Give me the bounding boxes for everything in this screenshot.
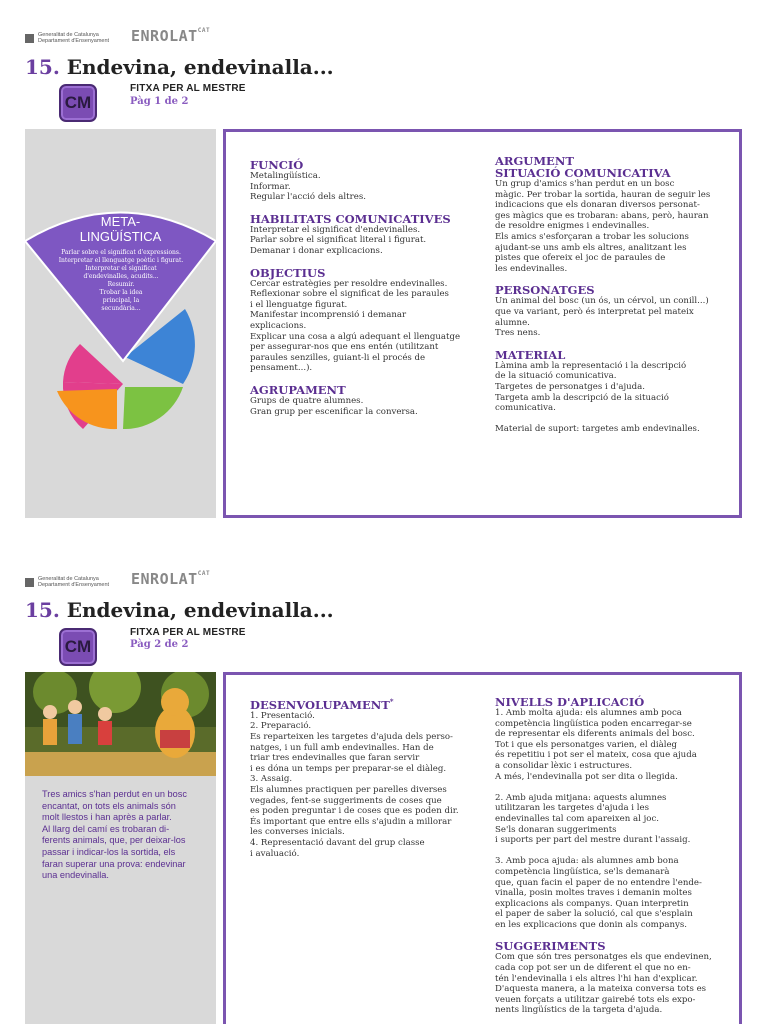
brand-logo — [131, 27, 210, 45]
section-heading: PERSONATGES — [495, 283, 595, 298]
section-text: Com que són tres personatges els que endevinen, cada cop pot ser un de diferent el que no en- tén l'endevinalla i els altres l'hi han d'explicar. D'aquesta manera, a la mateixa conversa tots es veuen forçats a utilitzar gairebé tots els expo- nents lingüístics de la targeta d'ajuda. — [495, 952, 712, 1016]
page-title-text: Endevina, endevinalla... — [66, 598, 334, 622]
brand-suffix: CAT — [197, 27, 211, 34]
green-segment — [123, 387, 183, 429]
gov-line2: Departament d'Ensenyament — [38, 582, 110, 588]
section-heading: OBJECTIUS — [250, 265, 326, 280]
diagram-panel — [25, 129, 216, 518]
section-text: Cercar estratègies per resoldre endevinalles. Reflexionar sobre el significat de les paraules i el llenguatge figurat. Manifestar incomprensió i demanar explicacions. Explicar una cosa a algú adequant el llenguatge per assegurar-nos que ens entén (utilitzant paraules senzilles, guiant-li el procés de pensament...). — [250, 278, 461, 374]
section-text: Grups de quatre alumnes. Gran grup per escenificar la conversa. — [250, 395, 418, 417]
cm-badge: CM — [59, 628, 97, 666]
brand-text: ENROLAT — [131, 27, 198, 45]
section-text: 1. Presentació. 2. Preparació. Es reparteixen les targetes d'ajuda dels perso- natges, i un full amb endevinalles. Han de triar tres endevinalles que faran servir i es dóna un temps per preparar-se el diàleg. 3. Assaig. Els alumnes practiquen per parelles diverses vegades, fent-se suggeriments de coses que es poden preguntar i de coses que es poden dir. És important que entre ells s'ajudin a millorar les converses inicials. 4. Representació davant del grup classe i avaluació. — [250, 710, 459, 859]
diagram-label-line2: LINGÜÍSTICA — [79, 229, 162, 244]
section-heading: NIVELLS D'APLICACIÓ — [495, 695, 645, 709]
section-text: Un animal del bosc (un ós, un cérvol, un conill...) que va variant, però és interpretat pel mateix alumne. Tres nens. — [495, 296, 709, 339]
right-column — [495, 696, 725, 1016]
section-text: Làmina amb la representació i la descripció de la situació comunicativa. Targetes de personatges i d'ajuda. Targeta amb la descripció de la situació comunicativa. Material de suport: targetes amb endevinalles. — [495, 360, 700, 435]
brand-logo — [131, 570, 210, 588]
section-text: 1. Amb molta ajuda: els alumnes amb poca competència lingüística poden encarregar-se de representar els diferents animals del bosc. Tot i que els personatges varien, el diàleg és repetitiu i pot ser el mateix, cosa que ajuda a consolidar lèxic i estructures. A més, l'endevinalla pot ser dita o llegida. 2. Amb ajuda mitjana: aquests alumnes utilitzaran les targetes d'ajuda i les endevinalles tal com apareixen al joc. Se'ls donaran suggeriments i suports per part del mestre durant l'assaig. 3. Amb poca ajuda: als alumnes amb bona competència lingüística, se'ls demanarà que, quan facin el paper de no entendre l'ende- vinalla, posin moltes traves i demanin moltes explicacions als companys. Quan interpretin el paper de saber la solució, cal que s'esplain en les explicacions que donin als companys. — [495, 708, 702, 930]
info-frame-p1 — [223, 129, 742, 518]
page-indicator: Pàg 2 de 2 — [130, 639, 189, 650]
gov-emblem-icon — [25, 578, 34, 587]
metalinguistics-diagram — [25, 129, 216, 518]
gov-logo — [25, 32, 109, 44]
section-heading: HABILITATS COMUNICATIVES — [250, 211, 451, 226]
info-frame-p2 — [223, 672, 742, 1024]
fitxa-label: FITXA PER AL MESTRE — [130, 83, 246, 94]
page-number: 15. — [25, 598, 60, 622]
page-title — [25, 598, 334, 622]
fitxa-label: FITXA PER AL MESTRE — [130, 627, 246, 638]
right-column — [495, 153, 725, 435]
section-text: Metalingüística. Informar. Regular l'acció dels altres. — [250, 171, 366, 203]
section-text: Interpretar el significat d'endevinalles. Parlar sobre el significat literal i figurat. Demanar i donar explicacions. — [250, 224, 427, 256]
section-heading: MATERIAL — [495, 347, 566, 362]
page-indicator: Pàg 1 de 2 — [130, 96, 189, 107]
section-heading: ARGUMENT SITUACIÓ COMUNICATIVA — [495, 154, 671, 180]
diagram-label-line1: META- — [100, 214, 141, 229]
brand-text: ENROLAT — [131, 570, 198, 588]
section-heading: AGRUPAMENT — [250, 382, 346, 397]
diagram-label — [25, 214, 216, 244]
page-title — [25, 55, 334, 79]
section-heading — [250, 696, 482, 711]
cm-badge: CM — [59, 84, 97, 122]
story-text: Tres amics s'han perdut en un bosc encantat, on tots els animals són molt llestos i han après a parlar. Al llarg del camí es trobaran di- ferents animals, que, per deixar-los passar i indicar-los la sortida, els faran superar una prova: endevinar una endevinalla. — [42, 789, 187, 881]
footnote-mark: * — [389, 697, 394, 706]
diagram-desc: Parlar sobre el significat d'expressions. Interpretar el llenguatge poètic i figurat. Interpretar el significat d'endevinalles, acudits... Resumir. Trobar la idea principal, la secundària... — [58, 249, 184, 312]
gov-emblem-icon — [25, 34, 34, 43]
section-heading: FUNCIÓ — [250, 158, 304, 172]
page-title-text: Endevina, endevinalla... — [66, 55, 334, 79]
left-column — [250, 153, 482, 417]
gov-line2: Departament d'Ensenyament — [38, 38, 110, 44]
brand-suffix: CAT — [197, 570, 211, 577]
section-text: Un grup d'amics s'han perdut en un bosc màgic. Per trobar la sortida, hauran de seguir les indicacions que els donaran diversos personat- ges màgics que es trobaran: abans, però, hauran de resoldre enigmes i endevinalles. Els amics s'esforçaran a trobar les solucions ajudant-se uns amb els altres, analitzant les pistes que ofereix el joc de paraules de les endevinalles. — [495, 179, 711, 274]
desenvolupament-heading: DESENVOLUPAMENT — [250, 697, 390, 712]
story-panel — [25, 672, 216, 1024]
gov-line1: Generalitat de Catalunya — [38, 32, 99, 38]
section-heading: SUGGERIMENTS — [495, 939, 606, 954]
gov-line1: Generalitat de Catalunya — [38, 576, 99, 582]
gov-logo — [25, 576, 109, 588]
forest-illustration — [25, 672, 216, 776]
left-column — [250, 696, 482, 859]
page-number: 15. — [25, 55, 60, 79]
